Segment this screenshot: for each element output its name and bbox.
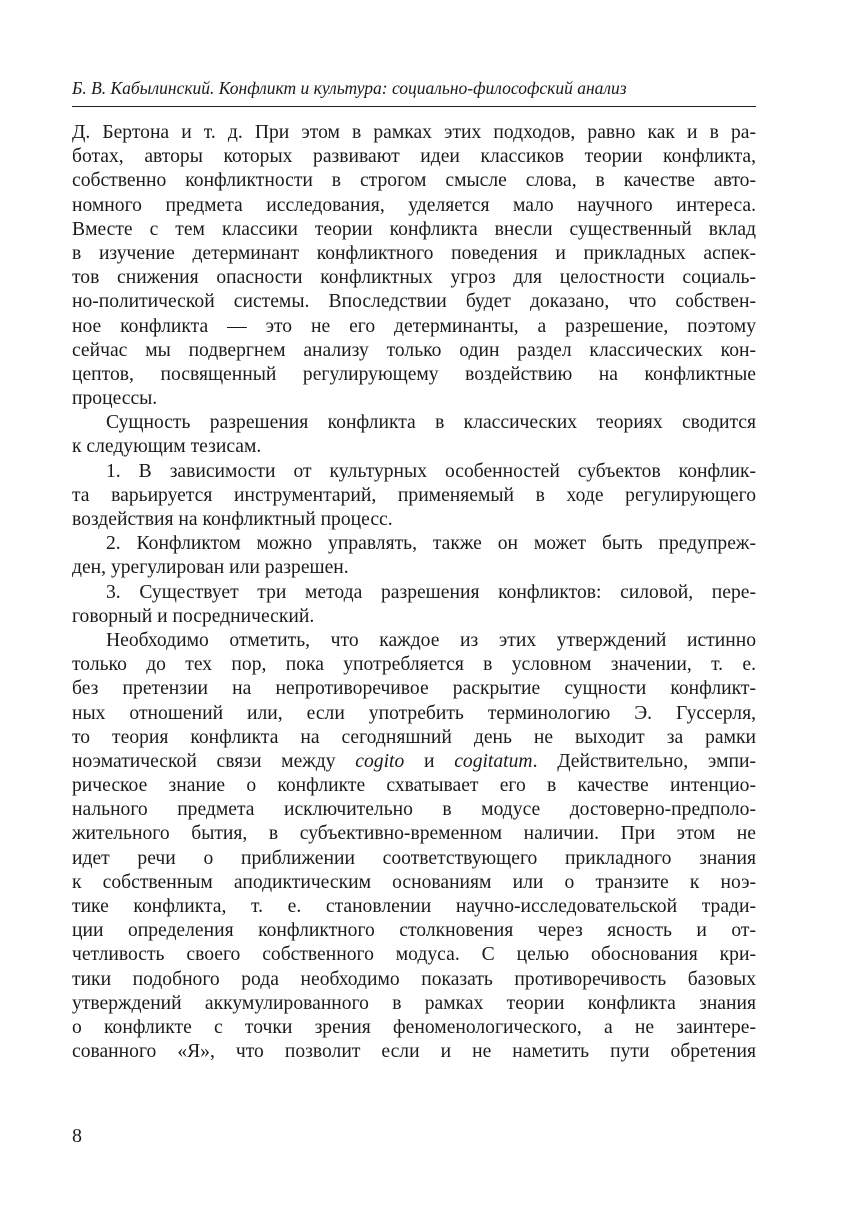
text-line: 1. В зависимости от культурных особенностей субъектов конфлик-: [106, 460, 756, 482]
text-line: ных отношений или, если употребить терминологию Э. Гуссерля,: [72, 702, 756, 724]
header-rule: [72, 106, 756, 107]
text-line: Вместе с тем классики теории конфликта внесли существенный вклад: [72, 218, 756, 240]
text-line: в изучение детерминант конфликтного поведения и прикладных аспек-: [72, 242, 756, 264]
text-line: сейчас мы подвергнем анализу только один раздел классических кон-: [72, 339, 756, 361]
body-text: [72, 121, 756, 1064]
text-line: говорный и посреднический.: [72, 605, 315, 627]
text-line: воздействия на конфликтный процесс.: [72, 509, 393, 530]
text-line: но-политической системы. Впоследствии будет доказано, что собствен-: [72, 291, 756, 313]
text-line: о конфликте с точки зрения феноменологического, а не заинтере-: [72, 1016, 756, 1038]
text-line: тике конфликта, т. е. становлении научно-исследовательской тради-: [72, 896, 756, 917]
text-line: без претензии на непротиворечивое раскрытие сущности конфликт-: [72, 678, 756, 700]
text-line: 3. Существует три метода разрешения конфликтов: силовой, пере-: [106, 581, 756, 603]
text-line: ден, урегулирован или разрешен.: [72, 557, 349, 579]
text-line: сованного «Я», что позволит если и не наметить пути обретения: [72, 1041, 756, 1063]
text-line: к следующим тезисам.: [72, 436, 262, 458]
text-line: то теория конфликта на сегодняшний день не выходит за рамки: [72, 726, 756, 748]
text-line: Необходимо отметить, что каждое из этих утверждений истинно: [106, 629, 756, 651]
text-line: цептов, посвященный регулирующему воздействию на конфликтные: [72, 363, 756, 385]
text-line: ции определения конфликтного столкновения через ясность и от-: [72, 920, 756, 942]
text-line: Сущность разрешения конфликта в классических теориях сводится: [106, 412, 756, 434]
text-line: тов снижения опасности конфликтных угроз для целостности социаль-: [72, 267, 756, 289]
text-line: четливость своего собственного модуса. С целью обоснования кри-: [72, 944, 756, 966]
text-line: тики подобного рода необходимо показать противоречивость базовых: [72, 968, 756, 990]
text-line: утверждений аккумулированного в рамках теории конфликта знания: [72, 992, 756, 1014]
text-line: номного предмета исследования, уделяется мало научного интереса.: [72, 194, 756, 216]
text-line: процессы.: [72, 388, 158, 410]
text-line: Д. Бертона и т. д. При этом в рамках этих подходов, равно как и в ра-: [72, 122, 756, 143]
text-line: 2. Конфликтом можно управлять, также он может быть предупреж-: [106, 533, 756, 555]
text-line: ботах, авторы которых развивают идеи классиков теории конфликта,: [72, 146, 756, 168]
text-line: только до тех пор, пока употребляется в условном значении, т. е.: [72, 654, 756, 676]
text-line: ноэматической связи между cogito и cogitatum. Действительно, эмпи-: [72, 750, 756, 772]
text-line: жительного бытия, в субъективно-временном наличии. При этом не: [72, 823, 756, 845]
text-line: та варьируется инструментарий, применяемый в ходе регулирующего: [72, 484, 756, 506]
text-line: к собственным аподиктическим основаниям или о транзите к ноэ-: [72, 871, 756, 893]
text-line: идет речи о приближении соответствующего прикладного знания: [72, 847, 756, 869]
text-line: ное конфликта — это не его детерминанты, а разрешение, поэтому: [72, 315, 756, 337]
text-line: рическое знание о конфликте схватывает его в качестве интенцио-: [72, 775, 756, 797]
running-header: Б. В. Кабылинский. Конфликт и культура: социально-философский анализ: [72, 78, 627, 98]
text-line: собственно конфликтности в строгом смысле слова, в качестве авто-: [72, 170, 756, 192]
page-number: 8: [72, 1125, 82, 1147]
text-line: нального предмета исключительно в модусе достоверно-предполо-: [72, 799, 756, 821]
